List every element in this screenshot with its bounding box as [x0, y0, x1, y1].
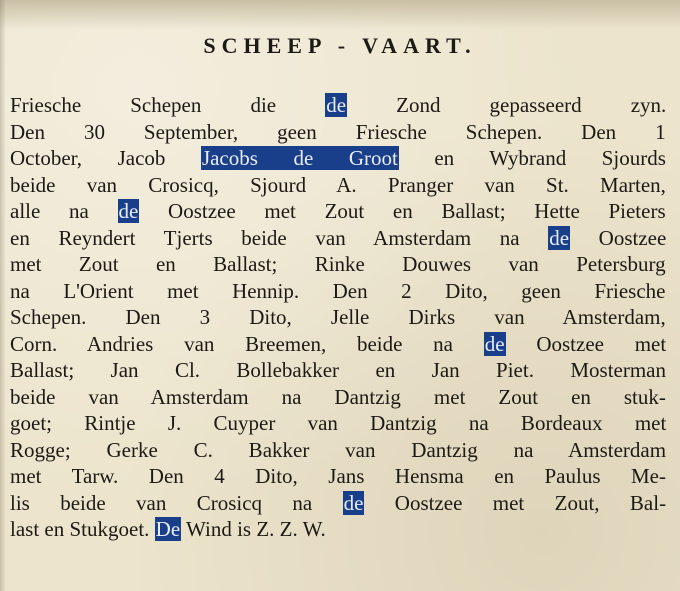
text-segment: Rogge; Gerke C. Bakker van Dantzig na Amsterdam	[10, 437, 667, 462]
text-segment: na L'Orient met Hennip. Den 2 Dito, geen Friesche	[10, 278, 666, 303]
text-segment: Zond gepasseerd zyn.	[347, 93, 667, 117]
text-segment: last en Stukgoet.	[10, 517, 155, 541]
page-top-shadow	[0, 0, 680, 30]
text-segment: lis beide van Crosicq na	[10, 490, 343, 515]
highlighted-term: de	[118, 199, 139, 223]
text-segment: goet; Rintje J. Cuyper van Dantzig na Bordeaux met	[10, 411, 667, 435]
text-segment: Schepen. Den 3 Dito, Jelle Dirks van Amsterdam,	[10, 305, 666, 329]
text-line	[10, 278, 666, 305]
highlighted-term: de	[343, 490, 364, 515]
text-segment: Ballast; Jan Cl. Bollebakker en Jan Piet. Mosterman	[10, 358, 667, 382]
text-line	[10, 516, 666, 543]
text-line	[10, 251, 666, 278]
text-line	[10, 198, 666, 225]
text-segment: beide van Crosicq, Sjourd A. Pranger van St. Marten,	[10, 172, 666, 197]
text-segment: Den 30 September, geen Friesche Schepen. Den 1	[10, 119, 666, 144]
highlighted-term: de	[326, 93, 347, 117]
page-left-edge	[0, 0, 6, 591]
text-line	[10, 331, 666, 358]
text-segment: met Zout en Ballast; Rinke Douwes van Petersburg	[10, 252, 666, 276]
text-segment: Oostzee	[570, 225, 667, 250]
text-segment: October, Jacob	[10, 146, 201, 170]
highlighted-term: de	[484, 331, 505, 356]
text-segment: Corn. Andries van Breemen, beide na	[10, 331, 484, 356]
text-line	[10, 357, 666, 384]
text-line	[10, 410, 666, 437]
text-segment: en Wybrand Sjourds	[398, 146, 666, 170]
text-line	[10, 490, 666, 517]
text-line	[10, 172, 666, 199]
text-line	[10, 145, 666, 172]
highlighted-term: De	[155, 517, 181, 541]
text-segment: alle na	[10, 199, 118, 223]
text-line	[10, 437, 666, 464]
text-line	[10, 92, 666, 119]
text-line	[10, 119, 666, 146]
text-segment: Oostzee met Zout en Ballast; Hette Pieters	[139, 199, 666, 223]
text-segment: Oostzee met Zout, Bal-	[364, 490, 667, 515]
text-segment: Oostzee met	[505, 331, 667, 356]
text-line	[10, 225, 666, 252]
article-body	[10, 92, 666, 543]
text-segment: met Tarw. Den 4 Dito, Jans Hensma en Paulus Me-	[10, 464, 666, 488]
text-line	[10, 384, 666, 411]
text-segment: beide van Amsterdam na Dantzig met Zout en stuk-	[10, 384, 666, 409]
text-line	[10, 304, 666, 331]
highlighted-term: Jacobs de Groot	[201, 146, 398, 170]
text-line	[10, 463, 666, 490]
text-segment: en Reyndert Tjerts beide van Amsterdam na	[10, 225, 549, 250]
highlighted-term: de	[549, 225, 570, 250]
section-heading: SCHEEP - VAART.	[203, 33, 477, 58]
text-segment: Friesche Schepen die	[10, 93, 326, 117]
text-segment: Wind is Z. Z. W.	[181, 517, 326, 541]
